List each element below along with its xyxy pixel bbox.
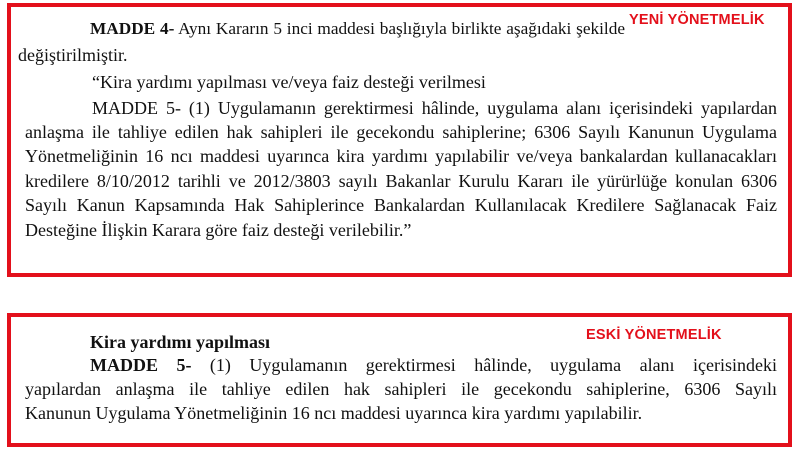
article-4-line: MADDE 4- Aynı Kararın 5 inci maddesi başlığıyla birlikte aşağıdaki şekilde <box>90 19 626 38</box>
article-4-label: MADDE 4- <box>90 19 175 38</box>
article-4-line-2: değiştirilmiştir. <box>18 45 128 65</box>
article-5-new-line-4: kredilere 8/10/2012 tarihli ve 2012/3803 sayılı Bakanlar Kurulu Kararı ile yürürlüğe konulan 6306 <box>25 171 777 191</box>
quoted-heading: “Kira yardımı yapılması ve/veya faiz desteği verilmesi <box>92 72 486 92</box>
article-5-new-line-3: Yönetmeliğinin 16 ncı maddesi uyarınca kira yardımı yapılabilir ve/veya bankalardan kullanacakları <box>25 146 777 166</box>
article-5-old-line-1: MADDE 5- (1) Uygulamanın gerektirmesi hâlinde, uygulama alanı içerisindeki <box>90 355 777 375</box>
article-5-new-line-5: Sayılı Kanun Kapsamında Hak Sahiplerince Bankalardan Kullanılacak Kredilere Sağlanacak Faiz <box>25 195 777 215</box>
new-regulation-box <box>7 3 792 277</box>
article-5-old-label: MADDE 5- <box>90 355 192 375</box>
old-regulation-box <box>7 313 792 447</box>
article-5-new-line-1: MADDE 5- (1) Uygulamanın gerektirmesi hâlinde, uygulama alanı içerisindeki yapılardan <box>92 98 777 118</box>
new-regulation-tag: YENİ YÖNETMELİK <box>629 12 765 28</box>
article-5-new-line-2: anlaşma ile tahliye edilen hak sahipleri ile gecekondu sahiplerine; 6306 Sayılı Kanunun Uygulama <box>25 122 777 142</box>
article-5-new-line-6: Desteğine İlişkin Karara göre faiz desteği verilebilir.” <box>25 220 412 240</box>
old-heading: Kira yardımı yapılması <box>90 332 270 352</box>
article-5-old-line-3: Kanunun Uygulama Yönetmeliğinin 16 ncı maddesi uyarınca kira yardımı yapılabilir. <box>25 403 643 423</box>
old-regulation-tag: ESKİ YÖNETMELİK <box>586 327 722 343</box>
article-5-old-line-2: yapılardan anlaşma ile tahliye edilen hak sahipleri ile gecekondu sahiplerine, 6306 Sayılı <box>25 379 777 399</box>
